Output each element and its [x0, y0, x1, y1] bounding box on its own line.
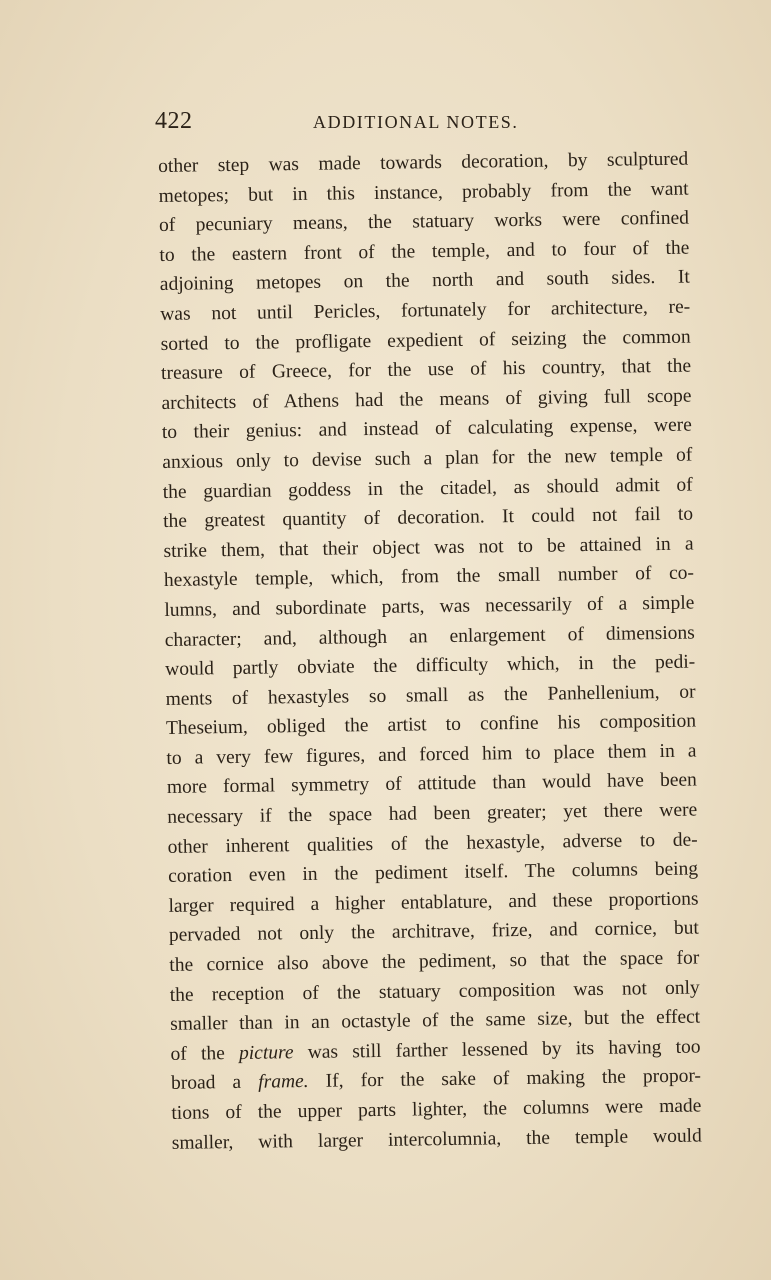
text-line: adjoining metopes on the north and south sides. It — [159, 266, 690, 296]
text-line: smaller than in an octastyle of the same size, but the effect — [170, 1006, 701, 1036]
text-fragment: was still farther lessened by its having too — [293, 1036, 701, 1064]
text-line: hexastyle temple, which, from the small number of co- — [163, 562, 695, 592]
page-header — [155, 108, 695, 142]
text-line: was not until Pericles, fortunately for architecture, re- — [160, 296, 691, 325]
text-line: to a very few figures, and forced him to place them in a — [166, 740, 697, 769]
text-fragment: broad a — [170, 1072, 259, 1095]
text-line: metopes; but in this instance, probably from the want — [158, 178, 689, 207]
text-line: necessary if the space had been greater; yet there were — [167, 799, 698, 828]
text-line: the guardian goddess in the citadel, as should admit of — [162, 474, 693, 503]
text-line: strike them, that their object was not to be attained in a — [163, 533, 694, 562]
text-line: other step was made towards decoration, by sculptured — [158, 148, 689, 177]
text-line: pervaded not only the architrave, frize, and cornice, but — [168, 917, 700, 947]
italic-word: picture — [238, 1042, 294, 1064]
text-line: of pecuniary means, the statuary works were confined — [158, 207, 690, 237]
text-line: ments of hexastyles so small as the Panhellenium, or — [165, 681, 696, 710]
text-line: more formal symmetry of attitude than would have been — [166, 770, 697, 799]
running-head: ADDITIONAL NOTES. — [313, 112, 519, 132]
text-line: would partly obviate the difficulty which, in the pedi- — [165, 651, 696, 681]
text-line: to the eastern front of the temple, and to four of the — [159, 237, 690, 266]
text-line: Theseium, obliged the artist to confine his composition — [165, 710, 697, 740]
text-line: the greatest quantity of decoration. It could not fail to — [163, 503, 694, 533]
text-line: smaller, with larger intercolumnia, the temple would — [171, 1125, 702, 1154]
text-line: larger required a higher entablature, and these proportions — [168, 888, 699, 917]
text-line: other inherent qualities of the hexastyle, adverse to de- — [167, 829, 698, 858]
text-line: treasure of Greece, for the use of his country, that the — [160, 355, 692, 385]
text-line: tions of the upper parts lighter, the columns were made — [171, 1095, 702, 1124]
text-line: architects of Athens had the means of giving full scope — [161, 385, 692, 414]
text-line: the cornice also above the pediment, so that the space for — [169, 947, 700, 976]
text-line: lumns, and subordinate parts, was necessarily of a simple — [164, 592, 695, 621]
text-line: character; and, although an enlargement of dimensions — [164, 622, 695, 651]
page-number: 422 — [155, 108, 193, 134]
body-text — [158, 144, 712, 1158]
text-fragment: If, for the sake of making the propor- — [308, 1065, 702, 1093]
text-line: sorted to the profligate expedient of seizing the common — [160, 326, 691, 355]
italic-word: frame. — [258, 1071, 309, 1094]
text-line: to their genius: and instead of calculating expense, were — [161, 414, 693, 444]
text-fragment: of the — [170, 1042, 240, 1065]
text-line: anxious only to devise such a plan for the new temple of — [162, 444, 693, 473]
text-line: the reception of the statuary composition was not only — [169, 977, 700, 1006]
text-line: coration even in the pediment itself. The columns being — [167, 858, 699, 888]
